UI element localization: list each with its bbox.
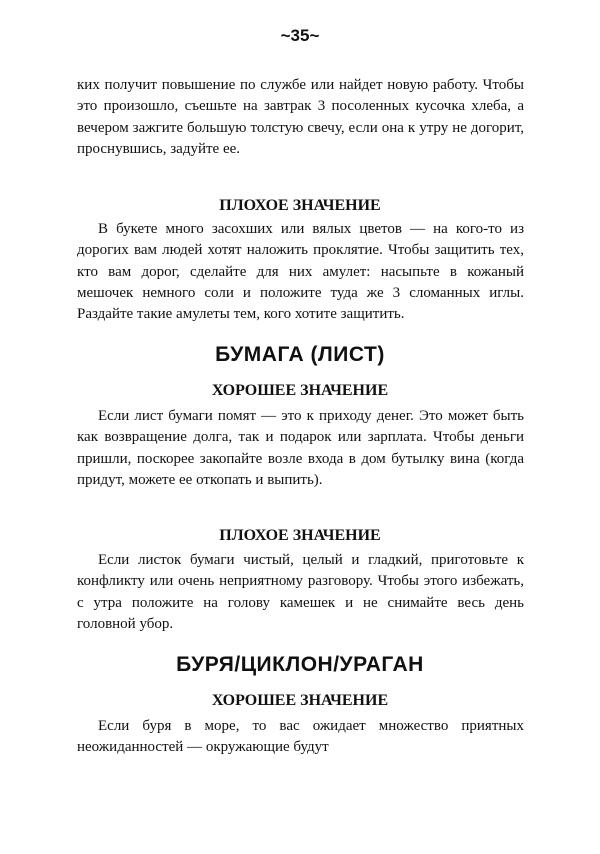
paragraph-text: Если листок бумаги чистый, целый и гладкий, приготовьте к конфликту или очень неприятному разговору. Чтобы этого избежать, с утра положите на голову камешек и не снимайте весь день головной убор.: [77, 552, 524, 632]
paragraph-text: В букете много засохших или вялых цветов — на кого-то из дорогих вам людей хотят наложить проклятие. Чтобы защитить тех, кто вам дорог, сделайте для них амулет: насыпьте в кожаный мешочек немного соли и положите туда же 3 сломанных иглы. Раздайте такие амулеты тем, кого хотите защитить.: [77, 221, 524, 323]
section-heading-bad: ПЛОХОЕ ЗНАЧЕНИЕ: [219, 197, 381, 214]
section-paragraph: [77, 716, 524, 759]
section-paragraph: [77, 219, 524, 325]
section-heading-bad: ПЛОХОЕ ЗНАЧЕНИЕ: [219, 527, 381, 544]
paragraph-text: Если лист бумаги помят — это к приходу денег. Это может быть как возвращение долга, так и подарок или зарплата. Чтобы деньги пришли, поскорее закопайте возле входа в дом бутылку вина (когда придут, можете ее откопать и выпить).: [77, 408, 524, 488]
section-paragraph: [77, 550, 524, 635]
section-paragraph: [77, 406, 524, 491]
entry-title-paper: БУМАГА (ЛИСТ): [215, 343, 385, 366]
entry-title-storm: БУРЯ/ЦИКЛОН/УРАГАН: [176, 653, 424, 676]
paragraph-text: Если буря в море, то вас ожидает множество приятных неожиданностей — окружающие будут: [77, 718, 524, 756]
intro-paragraph: [77, 75, 524, 160]
section-heading-good: ХОРОШЕЕ ЗНАЧЕНИЕ: [211, 382, 389, 399]
page-number: ~35~: [280, 26, 320, 45]
paragraph-text: ких получит повышение по службе или найдет новую работу. Чтобы это произошло, съешьте на завтрак 3 посоленных кусочка хлеба, а вечером зажгите большую толстую свечу, если она к утру не догорит, проснувшись, задуйте ее.: [77, 77, 524, 157]
section-heading-good: ХОРОШЕЕ ЗНАЧЕНИЕ: [211, 692, 389, 709]
